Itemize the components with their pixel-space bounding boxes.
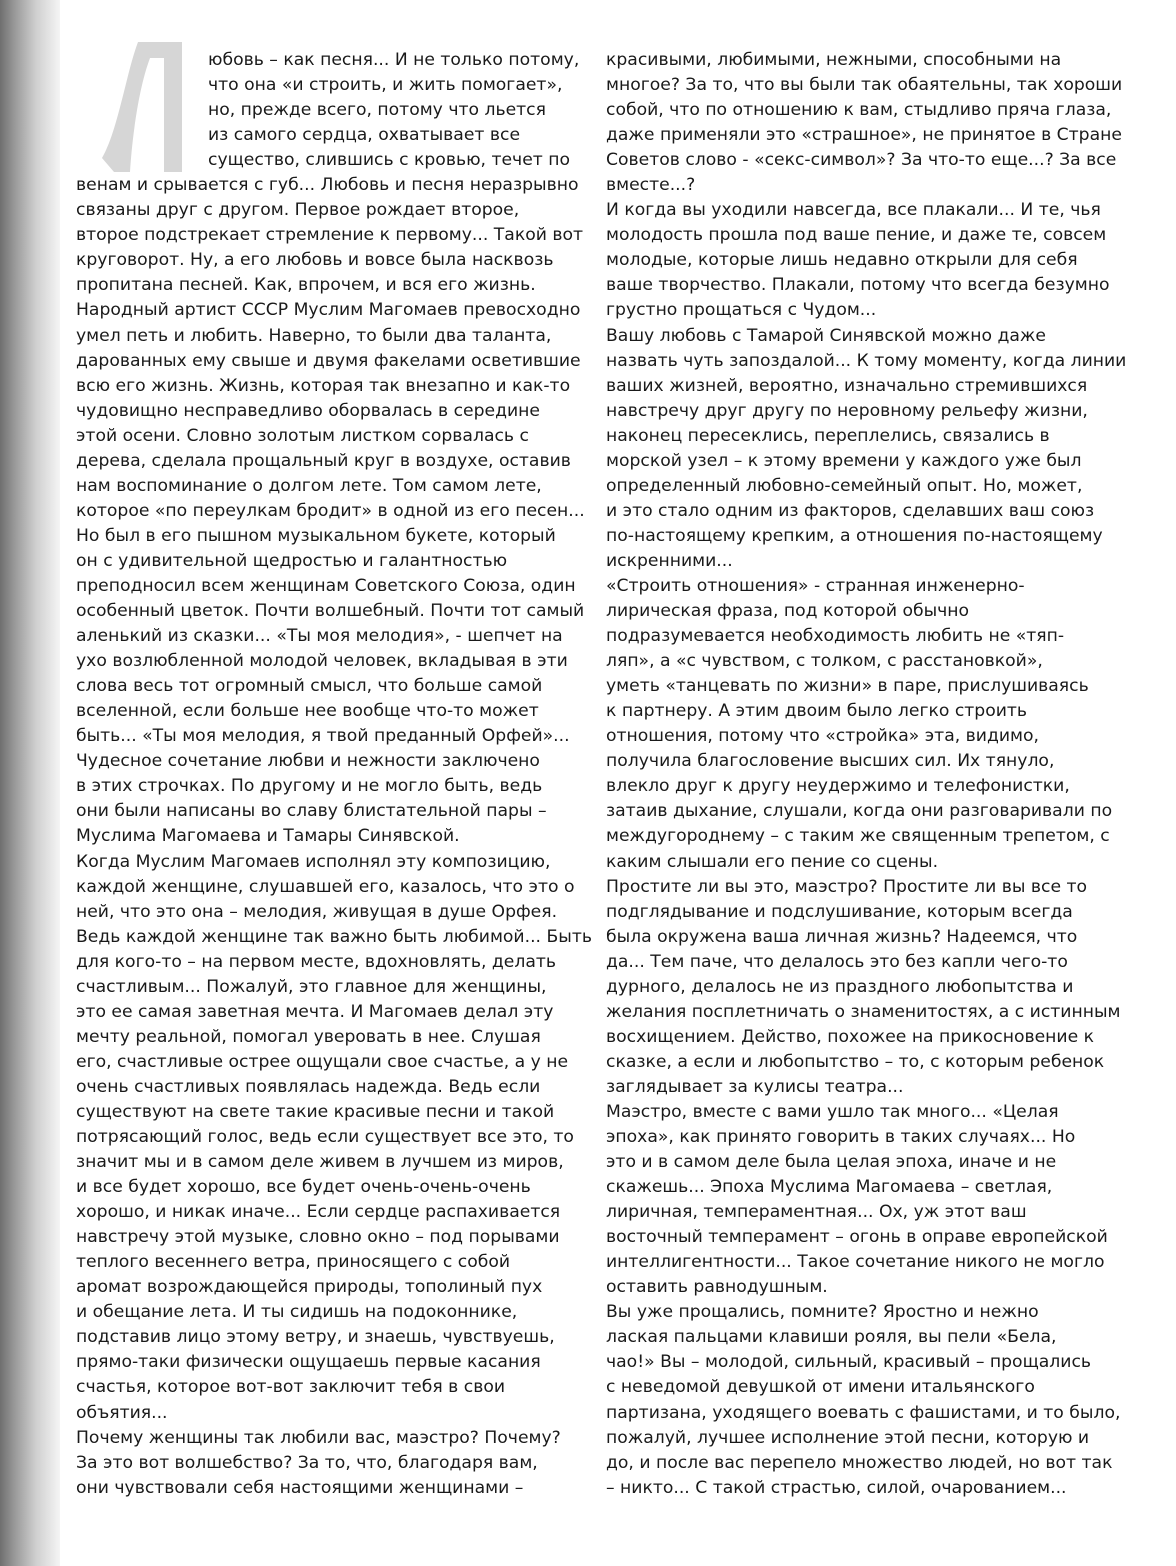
text-line: это ее самая заветная мечта. И Магомаев делал эту xyxy=(76,1001,554,1022)
text-line: которое «по переулкам бродит» в одной из его песен... xyxy=(76,500,585,521)
text-line: с неведомой девушкой от имени итальянского xyxy=(606,1377,1035,1398)
text-line: потрясающий голос, ведь если существует все это, то xyxy=(76,1127,574,1148)
text-line: но, прежде всего, потому что льется xyxy=(208,100,546,121)
text-line: по-настоящему крепким, а отношения по-настоящему xyxy=(606,525,1103,546)
text-line: молодость прошла под ваше пение, и даже те, совсем xyxy=(606,225,1107,246)
text-line: даже применяли это «страшное», не принятое в Стране xyxy=(606,125,1122,146)
text-line: Муслима Магомаева и Тамары Синявской. xyxy=(76,826,460,847)
text-line: каким слышали его пение со сцены. xyxy=(606,851,939,872)
text-line: да... Тем паче, что делалось это без капли чего-то xyxy=(606,951,1068,972)
text-line: ваших жизней, вероятно, изначально стремившихся xyxy=(606,375,1088,396)
text-line: лирическая фраза, под которой обычно xyxy=(606,601,970,622)
text-line: дерева, сделала прощальный круг в воздухе, оставив xyxy=(76,450,571,471)
text-line: существуют на свете такие красивые песни и такой xyxy=(76,1101,555,1122)
text-line: и обещание лета. И ты сидишь на подоконнике, xyxy=(76,1302,518,1323)
text-line: восточный темперамент – огонь в оправе европейской xyxy=(606,1227,1108,1248)
text-line: получила благословение высших сил. Их тянуло, xyxy=(606,751,1055,772)
text-line: отношения, потому что «стройка» эта, видимо, xyxy=(606,726,1039,747)
text-line: объятия... xyxy=(76,1402,168,1423)
text-line: его, счастливые острее ощущали свое счастье, а у не xyxy=(76,1051,569,1072)
text-line: сказке, а если и любопытство – то, с которым ребенок xyxy=(606,1051,1105,1072)
text-line: для кого-то – на первом месте, вдохновлять, делать xyxy=(76,951,556,972)
text-line: дарованных ему свыше и двумя факелами осветившие xyxy=(76,350,581,371)
text-line: интеллигентности... Такое сочетание никого не могло xyxy=(606,1252,1105,1273)
text-line: заглядывает за кулисы театра... xyxy=(606,1076,904,1097)
text-line: счастья, которое вот-вот заключит тебя в свои xyxy=(76,1377,506,1398)
text-line: искренними... xyxy=(606,550,733,571)
text-line: очень счастливых появлялась надежда. Ведь если xyxy=(76,1076,541,1097)
text-line: он с удивительной щедростью и галантностью xyxy=(76,550,508,571)
text-line: умел петь и любить. Наверно, то были два таланта, xyxy=(76,325,552,346)
text-line: влекло друг к другу неудержимо и телефонистки, xyxy=(606,776,1070,797)
text-line: грустно прощаться с Чудом... xyxy=(606,300,877,321)
text-line: ухо возлюбленной молодой человек, вкладывая в эти xyxy=(76,651,568,672)
text-line: Маэстро, вместе с вами ушло так много... «Целая xyxy=(606,1101,1059,1122)
text-line: теплого весеннего ветра, приносящего с собой xyxy=(76,1252,511,1273)
text-line: они чувствовали себя настоящими женщинами – xyxy=(76,1477,524,1498)
text-line: Вы уже прощались, помните? Яростно и нежно xyxy=(606,1302,1039,1323)
text-line: вселенной, если больше нее вообще что-то может xyxy=(76,701,539,722)
text-line: чао!» Вы – молодой, сильный, красивый – прощались xyxy=(606,1352,1092,1373)
text-line: восхищением. Действо, похожее на прикосновение к xyxy=(606,1026,1094,1047)
text-line: этой осени. Словно золотым листком сорвалась с xyxy=(76,425,529,446)
text-line: каждой женщине, слушавшей его, казалось, что это о xyxy=(76,876,575,897)
page-binding-shadow xyxy=(0,0,60,1566)
text-line: затаив дыхание, слушали, когда они разговаривали по xyxy=(606,801,1113,822)
text-line: междугороднему – с таким же священным трепетом, с xyxy=(606,826,1110,847)
text-line: вместе...? xyxy=(606,175,696,196)
article-column-right xyxy=(606,48,1146,1501)
text-line: красивыми, любимыми, нежными, способными на xyxy=(606,50,1062,70)
text-line: из самого сердца, охватывает все xyxy=(208,125,521,146)
text-line: морской узел – к этому времени у каждого уже был xyxy=(606,450,1082,471)
text-line: была окружена ваша личная жизнь? Надеемся, что xyxy=(606,926,1078,947)
text-line: слова весь тот огромный смысл, что больше самой xyxy=(76,676,543,697)
text-line: – никто... С такой страстью, силой, очарованием... xyxy=(606,1477,1067,1498)
text-line: пожалуй, лучшее исполнение этой песни, которую и xyxy=(606,1427,1090,1448)
text-line: Но был в его пышном музыкальном букете, который xyxy=(76,525,556,546)
text-line: Народный артист СССР Муслим Магомаев превосходно xyxy=(76,300,581,321)
text-line: «Строить отношения» - странная инженерно- xyxy=(606,575,1025,596)
text-line: навстречу этой музыке, словно окно – под порывами xyxy=(76,1227,560,1248)
text-line: всю его жизнь. Жизнь, которая так внезапно и как-то xyxy=(76,375,571,396)
text-line: подставив лицо этому ветру, и знаешь, чувствуешь, xyxy=(76,1327,555,1348)
text-line: Когда Муслим Магомаев исполнял эту композицию, xyxy=(76,851,551,872)
text-line: существо, слившись с кровью, течет по xyxy=(208,150,571,171)
text-line: связаны друг с другом. Первое рождает второе, xyxy=(76,200,520,221)
text-line: подразумевается необходимость любить не «тяп- xyxy=(606,626,1065,647)
text-line: И когда вы уходили навсегда, все плакали... И те, чья xyxy=(606,200,1101,221)
text-line: юбовь – как песня... И не только потому, xyxy=(208,50,580,70)
text-line: подглядывание и подслушивание, которым всегда xyxy=(606,901,1073,922)
text-line: уметь «танцевать по жизни» в паре, прислушиваясь xyxy=(606,676,1089,697)
text-line: навстречу друг другу по неровному рельефу жизни, xyxy=(606,400,1088,421)
article-column-left xyxy=(76,48,592,1501)
text-line: и это стало одним из факторов, сделавших ваш союз xyxy=(606,500,1095,521)
text-line: хорошо, и никак иначе... Если сердце распахивается xyxy=(76,1202,561,1223)
text-line: собой, что по отношению к вам, стыдливо пряча глаза, xyxy=(606,100,1112,121)
text-line: быть... «Ты моя мелодия, я твой преданный Орфей»... xyxy=(76,726,570,747)
text-line: и все будет хорошо, все будет очень-очень-очень xyxy=(76,1177,531,1198)
text-line: лиричная, темпераментная... Ох, уж этот ваш xyxy=(606,1202,1027,1223)
text-line: второе подстрекает стремление к первому... Такой вот xyxy=(76,225,584,246)
text-line: в этих строчках. По другому и не могло быть, ведь xyxy=(76,776,543,797)
text-line: назвать чуть запоздалой... К тому моменту, когда линии xyxy=(606,350,1127,371)
text-line: оставить равнодушным. xyxy=(606,1277,828,1298)
text-line: особенный цветок. Почти волшебный. Почти тот самый xyxy=(76,601,585,622)
text-line: преподносил всем женщинам Советского Союза, один xyxy=(76,575,576,596)
text-line: лаская пальцами клавиши рояля, вы пели «Бела, xyxy=(606,1327,1057,1348)
text-line: мечту реальной, помогал уверовать в нее. Слушая xyxy=(76,1026,541,1047)
text-line: эпоха», как принято говорить в таких случаях... Но xyxy=(606,1127,1076,1148)
text-line: ней, что это она – мелодия, живущая в душе Орфея. xyxy=(76,901,558,922)
text-line: что она «и строить, и жить помогает», xyxy=(208,75,563,96)
text-line: скажешь... Эпоха Муслима Магомаева – светлая, xyxy=(606,1177,1053,1198)
text-line: нам воспоминание о долгом лете. Том самом лете, xyxy=(76,475,542,496)
text-line: Простите ли вы это, маэстро? Простите ли вы все то xyxy=(606,876,1088,897)
text-line: Почему женщины так любили вас, маэстро? Почему? xyxy=(76,1427,561,1448)
text-line: желания посплетничать о знаменитостях, а с истинным xyxy=(606,1001,1121,1022)
text-line: дурного, делалось не из праздного любопытства и xyxy=(606,976,1074,997)
text-line: аленький из сказки... «Ты моя мелодия», - шепчет на xyxy=(76,626,563,647)
text-line: они были написаны во славу блистательной пары – xyxy=(76,801,547,822)
text-line: Чудесное сочетание любви и нежности заключено xyxy=(76,751,540,772)
text-line: партизана, уходящего воевать с фашистами, и то было, xyxy=(606,1402,1121,1423)
text-line: За это вот волшебство? За то, что, благодаря вам, xyxy=(76,1452,538,1473)
text-line: Вашу любовь с Тамарой Синявской можно даже xyxy=(606,325,1046,346)
text-line: пропитана песней. Как, впрочем, и вся его жизнь. xyxy=(76,275,536,296)
text-line: венам и срывается с губ... Любовь и песня неразрывно xyxy=(76,175,579,196)
text-line: Ведь каждой женщине так важно быть любимой... Быть xyxy=(76,926,592,947)
text-line: Советов слово - «секс-символ»? За что-то еще...? За все xyxy=(606,150,1117,171)
text-line: наконец пересеклись, переплелись, связались в xyxy=(606,425,1050,446)
text-line: определенный любовно-семейный опыт. Но, может, xyxy=(606,475,1083,496)
text-line: многое? За то, что вы были так обаятельны, так хороши xyxy=(606,75,1123,96)
text-line: круговорот. Ну, а его любовь и вовсе была насквозь xyxy=(76,250,554,271)
text-line: это и в самом деле была целая эпоха, иначе и не xyxy=(606,1152,1057,1173)
text-line: прямо-таки физически ощущаешь первые касания xyxy=(76,1352,541,1373)
text-line: счастливым... Пожалуй, это главное для женщины, xyxy=(76,976,547,997)
text-line: значит мы и в самом деле живем в лучшем из миров, xyxy=(76,1152,564,1173)
text-line: чудовищно несправедливо оборвалась в середине xyxy=(76,400,540,421)
text-line: аромат возрождающейся природы, тополиный пух xyxy=(76,1277,543,1298)
text-line: до, и после вас перепело множество людей, но вот так xyxy=(606,1452,1113,1473)
text-line: молодые, которые лишь недавно открыли для себя xyxy=(606,250,1078,271)
text-line: к партнеру. А этим двоим было легко строить xyxy=(606,701,1028,722)
text-line: ляп», а «с чувством, с толком, с расстановкой», xyxy=(606,651,1043,672)
text-line: ваше творчество. Плакали, потому что всегда безумно xyxy=(606,275,1110,296)
